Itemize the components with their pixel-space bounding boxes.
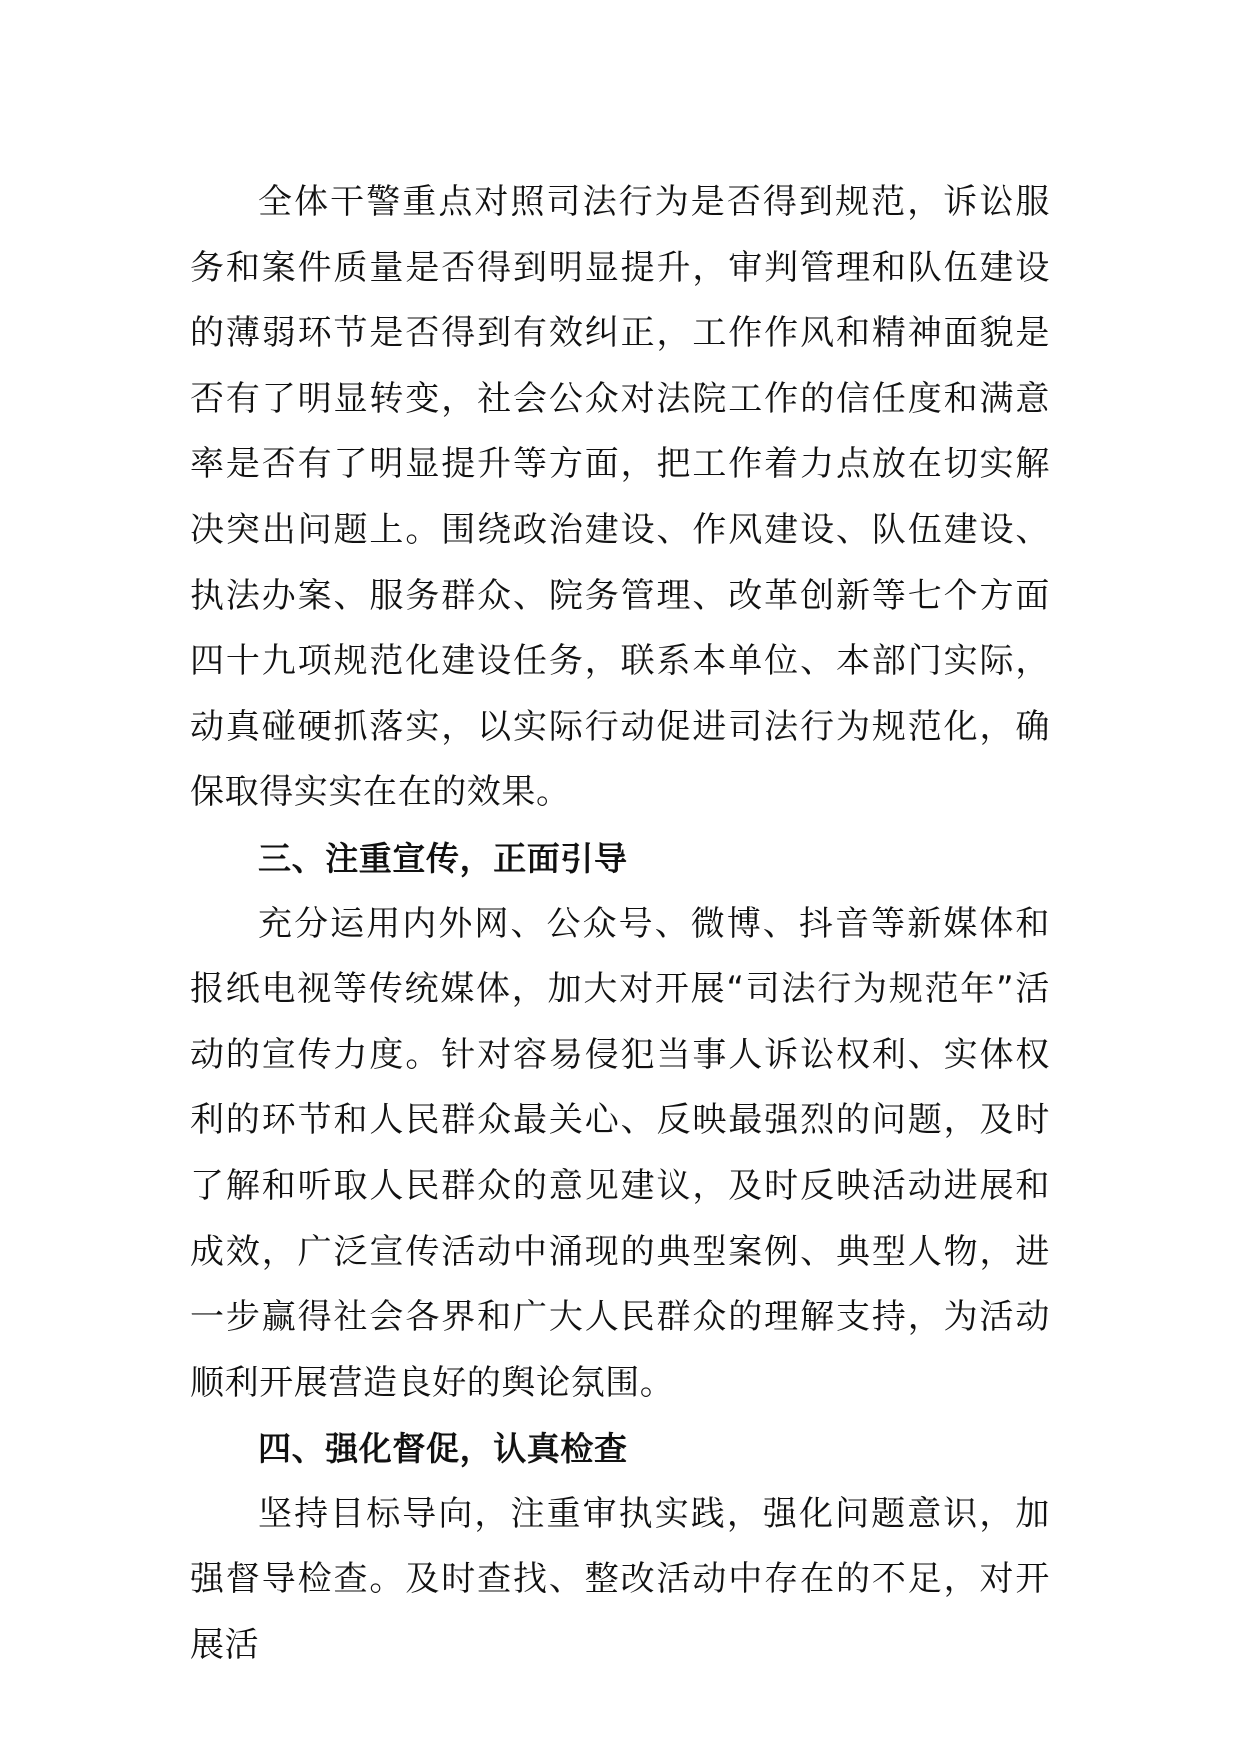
section-heading-supervision: 四、强化督促，认真检查: [258, 1429, 628, 1469]
document-body: [190, 170, 1050, 1679]
paragraph-evaluation-criteria: 全体干警重点对照司法行为是否得到规范，诉讼服务和案件质量是否得到明显提升，审判管理和队伍建设的薄弱环节是否得到有效纠正，工作作风和精神面貌是否有了明显转变，社会公众对法院工作的信任度和满意率是否有了明显提升等方面，把工作着力点放在切实解决突出问题上。围绕政治建设、作风建设、队伍建设、执法办案、服务群众、院务管理、改革创新等七个方面四十九项规范化建设任务，联系本单位、本部门实际，动真碰硬抓落实，以实际行动促进司法行为规范化，确保取得实实在在的效果。: [190, 182, 1050, 813]
paragraph-publicity: 充分运用内外网、公众号、微博、抖音等新媒体和报纸电视等传统媒体，加大对开展“司法行为规范年”活动的宣传力度。针对容易侵犯当事人诉讼权利、实体权利的环节和人民群众最关心、反映最强烈的问题，及时了解和听取人民群众的意见建议，及时反映活动进展和成效，广泛宣传活动中涌现的典型案例、典型人物，进一步赢得社会各界和广大人民群众的理解支持，为活动顺利开展营造良好的舆论氛围。: [190, 903, 1050, 1403]
paragraph-supervision: 坚持目标导向，注重审执实践，强化问题意识，加强督导检查。及时查找、整改活动中存在的不足，对开展活: [190, 1493, 1050, 1666]
section-heading-publicity: 三、注重宣传，正面引导: [258, 838, 628, 878]
